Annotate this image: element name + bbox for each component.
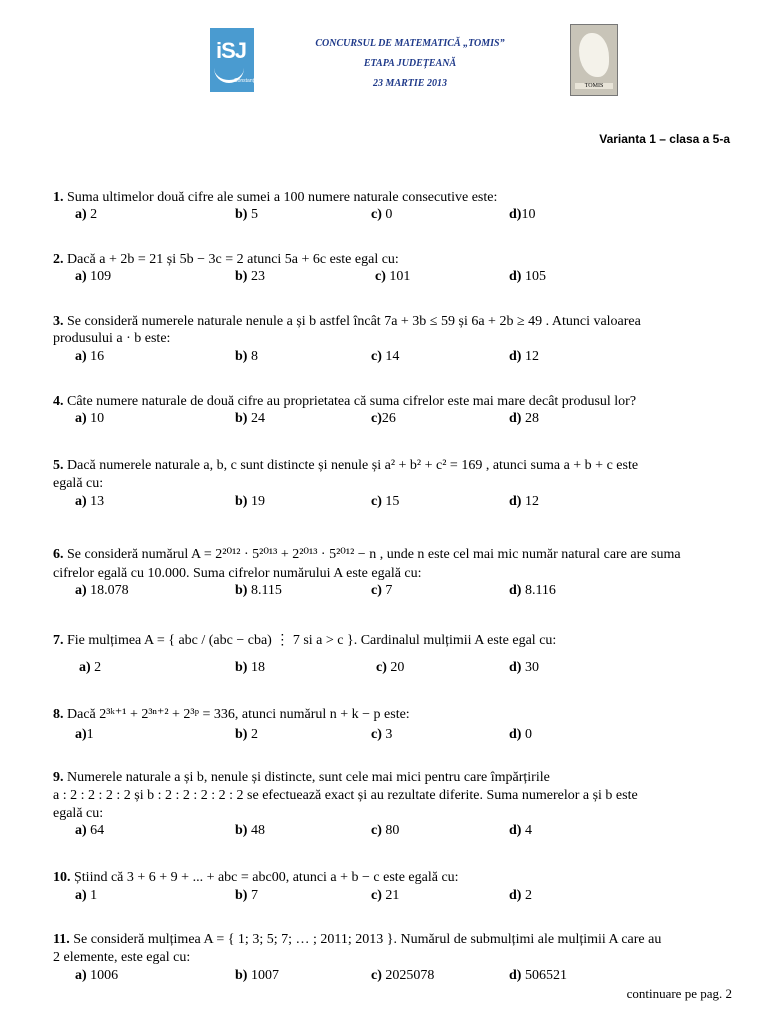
- question-text: Se consideră numerele naturale nenule a și b astfel încât 7a + 3b ≤ 59 și 6a + 2b ≥ 49 . Atunci valoarea: [63, 314, 641, 329]
- question-text: Știind că 3 + 6 + 9 + ... + abc = abc00, atunci a + b − c este egală cu:: [70, 870, 459, 885]
- answer-b: b) 8.115: [235, 583, 282, 598]
- answer-c: c) 0: [371, 207, 393, 222]
- tomis-logo: [570, 24, 618, 96]
- question-number: 4.: [53, 394, 64, 409]
- question-number: 8.: [53, 707, 64, 722]
- answer-d: d) 8.116: [509, 583, 556, 598]
- answer-d: d) 12: [509, 494, 539, 509]
- answer-b: b) 1007: [235, 968, 279, 983]
- answer-a: a) 18.078: [75, 583, 129, 598]
- answer-c: c)26: [371, 411, 396, 426]
- question-number: 7.: [53, 633, 64, 648]
- variant-label: Varianta 1 – clasa a 5-a: [599, 132, 730, 146]
- question-number: 3.: [53, 314, 64, 329]
- question-text: Câte numere naturale de două cifre au proprietatea că suma cifrelor este mai mare decât produsul lor?: [63, 394, 637, 409]
- isj-logo-text: iSJ: [216, 38, 247, 63]
- question-text: Numerele naturale a și b, nenule și distincte, sunt cele mai mici pentru care împărțirile: [63, 770, 550, 785]
- answer-d: d) 4: [509, 823, 532, 838]
- answer-b: b) 48: [235, 823, 265, 838]
- answer-d: d) 105: [509, 269, 546, 284]
- answer-b: b) 7: [235, 888, 258, 903]
- answer-c: c) 20: [376, 660, 405, 675]
- question-1: [53, 190, 497, 206]
- question-text: Suma ultimelor două cifre ale sumei a 100 numere naturale consecutive este:: [63, 190, 498, 205]
- answer-d: d)10: [509, 207, 536, 222]
- question-3-cont: produsului a · b este:: [53, 331, 171, 346]
- question-8: [53, 707, 410, 723]
- answer-d: d) 28: [509, 411, 539, 426]
- question-7: [53, 633, 556, 649]
- question-text: Dacă 2³ᵏ⁺¹ + 2³ⁿ⁺² + 2³ᵖ = 336, atunci numărul n + k − p este:: [63, 707, 410, 722]
- contest-title: CONCURSUL DE MATEMATICĂ „TOMIS”: [315, 38, 505, 49]
- question-4: [53, 394, 636, 410]
- answer-d: d) 2: [509, 888, 532, 903]
- question-text: Fie mulțimea A = { abc / (abc − cba) ⋮ 7 si a > c }. Cardinalul mulțimii A este egal cu:: [63, 633, 557, 648]
- answer-d: d) 12: [509, 349, 539, 364]
- answer-c: c) 101: [375, 269, 411, 284]
- answer-d: d) 506521: [509, 968, 567, 983]
- question-number: 10.: [53, 870, 71, 885]
- question-5-cont: egală cu:: [53, 476, 104, 491]
- answer-c: c) 2025078: [371, 968, 435, 983]
- answer-b: b) 19: [235, 494, 265, 509]
- answer-c: c) 3: [371, 727, 393, 742]
- answer-a: a) 1: [75, 888, 98, 903]
- question-3: [53, 314, 641, 330]
- question-6-cont: cifrelor egală cu 10.000. Suma cifrelor numărului A este egală cu:: [53, 566, 422, 581]
- answer-b: b) 8: [235, 349, 258, 364]
- question-number: 9.: [53, 770, 64, 785]
- question-text: Se consideră numărul A = 2²⁰¹² · 5²⁰¹³ + 2²⁰¹³ · 5²⁰¹² − n , unde n este cel mai mic număr natural care are suma: [63, 547, 681, 562]
- answer-b: b) 2: [235, 727, 258, 742]
- tomis-map-icon: [579, 33, 609, 77]
- answer-c: c) 21: [371, 888, 400, 903]
- question-11-cont: 2 elemente, este egal cu:: [53, 950, 191, 965]
- question-5: [53, 458, 638, 474]
- answer-a: a) 10: [75, 411, 105, 426]
- question-2: [53, 252, 399, 268]
- answer-c: c) 14: [371, 349, 400, 364]
- answer-c: c) 7: [371, 583, 393, 598]
- question-number: 11.: [53, 932, 70, 947]
- answer-a: a) 109: [75, 269, 112, 284]
- question-9-cont: a : 2 : 2 : 2 : 2 și b : 2 : 2 : 2 : 2 : 2 se efectuează exact și au rezultate diferite. Suma numerelor a și b este: [53, 788, 638, 803]
- question-number: 1.: [53, 190, 64, 205]
- answer-a: a) 1006: [75, 968, 119, 983]
- continuation-note: continuare pe pag. 2: [626, 986, 732, 1001]
- answer-c: c) 80: [371, 823, 400, 838]
- question-number: 5.: [53, 458, 64, 473]
- question-text: Dacă numerele naturale a, b, c sunt distincte și nenule și a² + b² + c² = 169 , atunci suma a + b + c este: [63, 458, 639, 473]
- question-9-cont2: egală cu:: [53, 806, 104, 821]
- answer-a: a) 13: [75, 494, 105, 509]
- question-number: 2.: [53, 252, 64, 267]
- answer-a: a) 2: [75, 207, 98, 222]
- answer-a: a)1: [75, 727, 94, 742]
- tomis-logo-caption: TOMIS: [575, 83, 613, 89]
- answer-c: c) 15: [371, 494, 400, 509]
- answer-b: b) 23: [235, 269, 265, 284]
- answer-b: b) 24: [235, 411, 265, 426]
- answer-a: a) 2: [79, 660, 102, 675]
- question-number: 6.: [53, 547, 64, 562]
- answer-b: b) 18: [235, 660, 265, 675]
- contest-date: 23 MARTIE 2013: [373, 78, 447, 89]
- question-text: Dacă a + 2b = 21 și 5b − 3c = 2 atunci 5a + 6c este egal cu:: [63, 252, 399, 267]
- answer-a: a) 16: [75, 349, 105, 364]
- question-6: [53, 547, 681, 563]
- answer-d: d) 0: [509, 727, 532, 742]
- answer-d: d) 30: [509, 660, 539, 675]
- question-11: [53, 932, 661, 948]
- question-10: [53, 870, 459, 886]
- answer-b: b) 5: [235, 207, 258, 222]
- isj-logo: [210, 28, 257, 92]
- question-9: [53, 770, 550, 786]
- isj-logo-caption: Constanța: [234, 78, 257, 84]
- contest-stage: ETAPA JUDEȚEANĂ: [363, 58, 457, 69]
- question-text: Se consideră mulțimea A = { 1; 3; 5; 7; … ; 2011; 2013 }. Numărul de submulțimi ale mulțimii A care au: [69, 932, 662, 947]
- answer-a: a) 64: [75, 823, 105, 838]
